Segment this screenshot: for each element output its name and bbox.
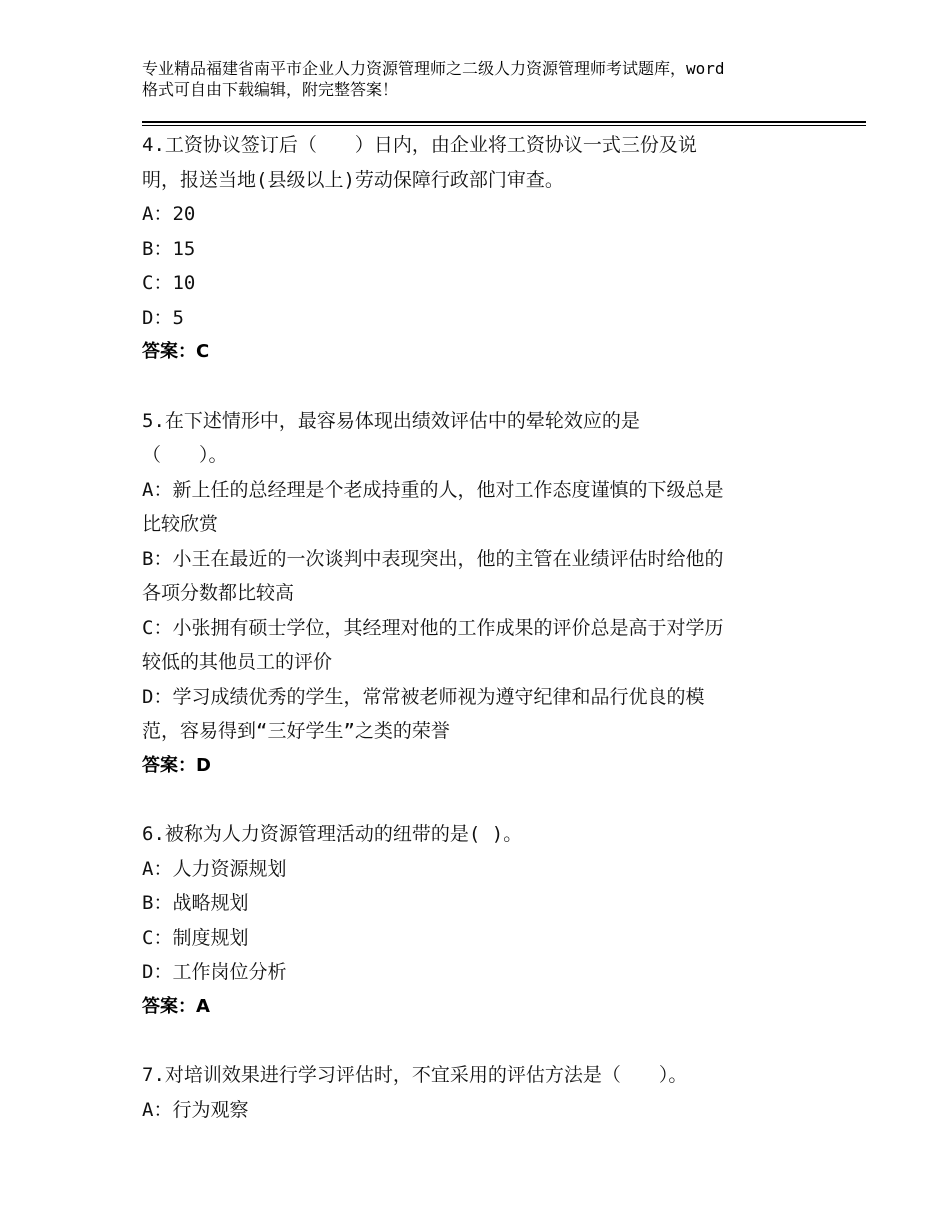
question-stem: （ ）。 xyxy=(142,444,228,466)
answer: 答案：A xyxy=(142,995,210,1017)
option-a: A：新上任的总经理是个老成持重的人，他对工作态度谨慎的下级总是 xyxy=(142,478,724,501)
document-header xyxy=(142,58,842,100)
option-d: D：工作岗位分析 xyxy=(142,961,287,983)
option-a-cont: 比较欣赏 xyxy=(142,513,219,535)
question-7 xyxy=(142,1058,822,1127)
question-stem: 5.在下述情形中，最容易体现出绩效评估中的晕轮效应的是 xyxy=(142,409,640,432)
header-divider-thick xyxy=(142,121,866,123)
spacer xyxy=(142,370,822,404)
option-d: D：学习成绩优秀的学生，常常被老师视为遵守纪律和品行优良的模 xyxy=(142,685,705,708)
option-a: A：人力资源规划 xyxy=(142,857,287,880)
option-d-cont: 范，容易得到“三好学生”之类的荣誉 xyxy=(142,720,450,742)
question-list xyxy=(142,128,822,1127)
spacer xyxy=(142,1024,822,1058)
option-b: B：战略规划 xyxy=(142,892,249,914)
option-d: D：5 xyxy=(142,306,184,329)
answer: 答案：C xyxy=(142,341,210,362)
spacer xyxy=(142,783,822,817)
answer: 答案：D xyxy=(142,754,211,776)
option-b: B：15 xyxy=(142,237,196,260)
option-a: A：20 xyxy=(142,203,196,225)
option-c: C：10 xyxy=(142,272,196,294)
option-c: C：制度规划 xyxy=(142,926,249,949)
header-divider-thin xyxy=(142,125,866,126)
question-6 xyxy=(142,817,822,1024)
option-c-cont: 较低的其他员工的评价 xyxy=(142,651,333,673)
question-5 xyxy=(142,404,822,784)
header-line-1: 专业精品福建省南平市企业人力资源管理师之二级人力资源管理师考试题库，word xyxy=(142,59,725,78)
option-a: A：行为观察 xyxy=(142,1098,249,1121)
option-b-cont: 各项分数都比较高 xyxy=(142,582,295,604)
question-stem: 6.被称为人力资源管理活动的纽带的是( )。 xyxy=(142,823,523,845)
question-stem: 明，报送当地(县级以上)劳动保障行政部门审查。 xyxy=(142,168,564,191)
question-stem: 4.工资协议签订后（ ）日内，由企业将工资协议一式三份及说 xyxy=(142,134,697,156)
option-c: C：小张拥有硕士学位，其经理对他的工作成果的评价总是高于对学历 xyxy=(142,616,724,639)
header-line-2: 格式可自由下载编辑，附完整答案！ xyxy=(142,80,399,99)
option-b: B：小王在最近的一次谈判中表现突出，他的主管在业绩评估时给他的 xyxy=(142,547,724,570)
question-4 xyxy=(142,128,822,370)
question-stem: 7.对培训效果进行学习评估时，不宜采用的评估方法是（ ）。 xyxy=(142,1064,688,1086)
